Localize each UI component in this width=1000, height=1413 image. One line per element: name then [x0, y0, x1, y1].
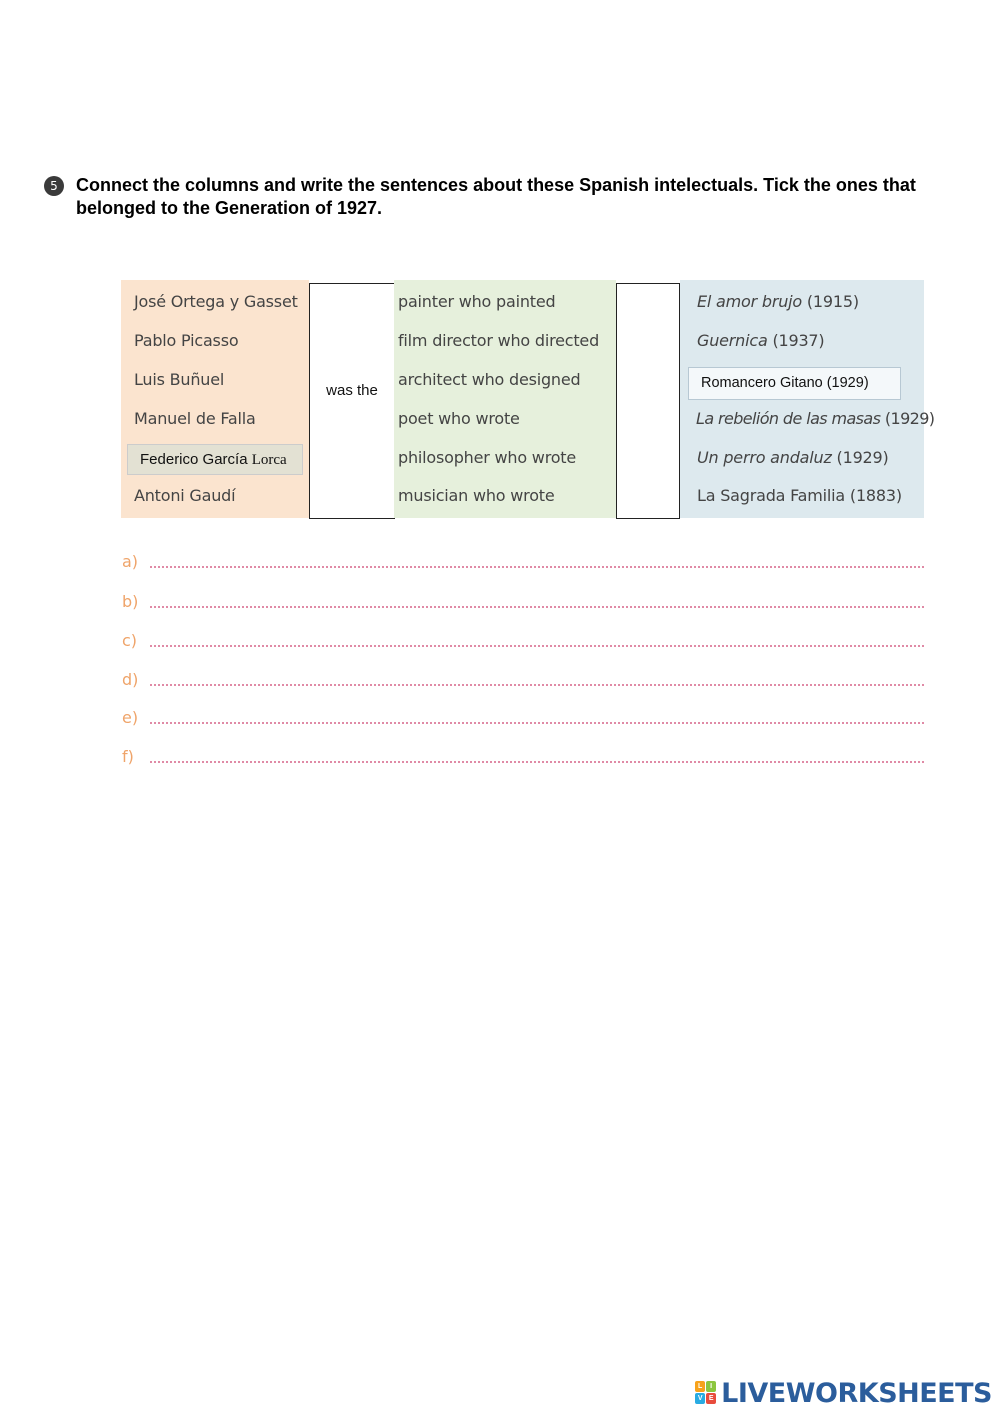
people-column	[121, 280, 309, 518]
answer-letter: f)	[122, 747, 134, 766]
answer-line-d[interactable]	[122, 670, 924, 694]
person-ortega: José Ortega y Gasset	[134, 292, 298, 311]
role-architect: architect who designed	[398, 370, 581, 389]
person-bunuel: Luis Buñuel	[134, 370, 225, 389]
answer-line-c[interactable]	[122, 631, 924, 655]
answer-letter: e)	[122, 708, 139, 727]
role-film-director: film director who directed	[398, 331, 600, 350]
work-sagrada-familia: La Sagrada Familia (1883)	[697, 486, 902, 505]
answer-letter: c)	[122, 631, 138, 650]
role-poet: poet who wrote	[398, 409, 520, 428]
answer-letter: b)	[122, 592, 139, 611]
exercise-instruction	[44, 174, 944, 220]
lorca-firstname: Federico García	[140, 451, 252, 468]
person-falla: Manuel de Falla	[134, 409, 256, 428]
work-amor-brujo: El amor brujo (1915)	[697, 292, 859, 311]
role-musician: musician who wrote	[398, 486, 555, 505]
answer-line-b[interactable]	[122, 592, 924, 616]
connector-text: was the	[326, 382, 378, 399]
lorca-answer-box[interactable]	[127, 444, 303, 475]
romancero-answer-box[interactable]: Romancero Gitano (1929)	[688, 367, 901, 400]
exercise-number-badge: 5	[44, 176, 64, 196]
work-rebelion: La rebelión de las masas (1929)	[696, 409, 935, 428]
role-philosopher: philosopher who wrote	[398, 448, 577, 467]
instruction-text: Connect the columns and write the sentences about these Spanish intelectuals. Tick the ones that belonged to the Generation of 1927.	[76, 175, 916, 218]
person-gaudi: Antoni Gaudí	[134, 486, 236, 505]
answer-letter: a)	[122, 552, 139, 571]
roles-column	[394, 280, 616, 518]
role-painter: painter who painted	[398, 292, 556, 311]
person-picasso: Pablo Picasso	[134, 331, 239, 350]
answer-line-f[interactable]	[122, 747, 924, 771]
liveworksheets-logo-icon: L I V E	[695, 1381, 717, 1405]
answer-line-e[interactable]	[122, 708, 924, 732]
liveworksheets-brand	[695, 1376, 992, 1410]
answer-line-a[interactable]	[122, 552, 924, 576]
tick-answer-box[interactable]	[616, 283, 680, 519]
work-perro-andaluz: Un perro andaluz (1929)	[697, 448, 889, 467]
lorca-surname: Lorca	[251, 452, 287, 468]
answer-letter: d)	[122, 670, 139, 689]
connector-answer-box[interactable]	[309, 283, 395, 519]
brand-name: LIVEWORKSHEETS	[721, 1377, 992, 1409]
work-guernica: Guernica (1937)	[697, 331, 825, 350]
